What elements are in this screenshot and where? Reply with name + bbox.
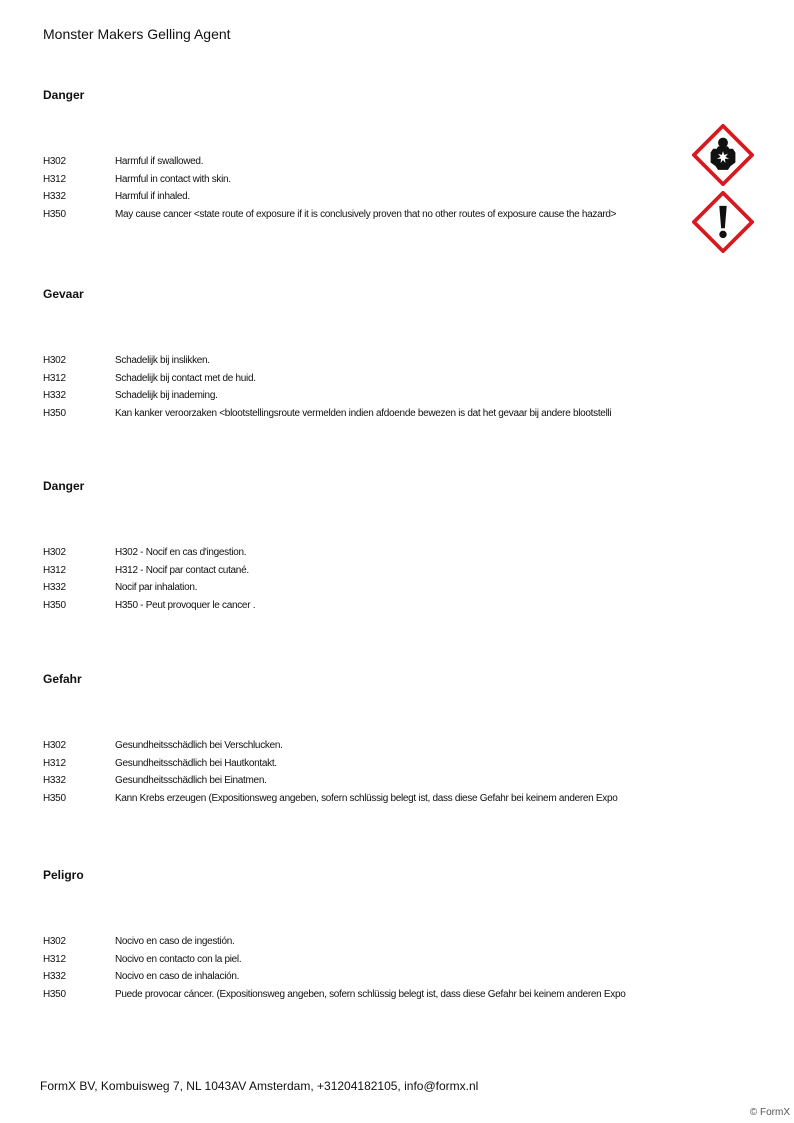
h-text: Gesundheitsschädlich bei Einatmen.	[115, 775, 267, 786]
ghs08-health-hazard-icon	[692, 124, 754, 186]
h-text: Kann Krebs erzeugen (Expositionsweg angeben, sofern schlüssig belegt ist, dass diese Gefahr bei keinem anderen Expo	[115, 792, 618, 804]
hazard-statements	[0, 740, 794, 810]
statement-row	[0, 408, 794, 426]
h-code: H332	[43, 582, 66, 593]
h-code: H312	[43, 173, 66, 185]
company-footer: FormX BV, Kombuisweg 7, NL 1043AV Amsterdam, +31204182105, info@formx.nl	[40, 1079, 479, 1093]
statement-row	[0, 390, 794, 408]
h-code: H302	[43, 547, 66, 558]
statement-row	[0, 954, 794, 972]
h-text: Harmful if inhaled.	[115, 191, 190, 202]
hazard-statements	[0, 936, 794, 1006]
statement-row	[0, 740, 794, 758]
h-code: H312	[43, 953, 66, 965]
h-text: Nocif par inhalation.	[115, 582, 198, 593]
statement-row	[0, 582, 794, 600]
statement-row	[0, 547, 794, 565]
h-text: H302 - Nocif en cas d'ingestion.	[115, 547, 247, 558]
statement-row	[0, 971, 794, 989]
statement-row	[0, 191, 794, 209]
h-code: H350	[43, 988, 66, 1000]
h-text: Gesundheitsschädlich bei Verschlucken.	[115, 740, 283, 751]
statement-row	[0, 209, 794, 227]
hazard-statements	[0, 355, 794, 425]
statement-row	[0, 174, 794, 192]
h-text: Nocivo en caso de ingestión.	[115, 936, 235, 947]
h-code: H302	[43, 936, 66, 947]
document-title: Monster Makers Gelling Agent	[43, 26, 231, 42]
h-code: H350	[43, 407, 66, 419]
ghs07-exclamation-icon	[692, 191, 754, 253]
h-text: Gesundheitsschädlich bei Hautkontakt.	[115, 757, 277, 769]
statement-row	[0, 565, 794, 583]
h-code: H312	[43, 564, 66, 576]
statement-row	[0, 373, 794, 391]
statement-row	[0, 775, 794, 793]
h-text: H350 - Peut provoquer le cancer .	[115, 599, 256, 611]
h-text: May cause cancer <state route of exposure if it is conclusively proven that no other routes of exposure cause the hazard>	[115, 208, 617, 220]
statement-row	[0, 156, 794, 174]
h-code: H302	[43, 355, 66, 366]
h-text: Schadelijk bij contact met de huid.	[115, 372, 256, 384]
statement-row	[0, 936, 794, 954]
signal-word: Gefahr	[43, 672, 82, 686]
h-text: Harmful in contact with skin.	[115, 173, 231, 185]
h-code: H312	[43, 372, 66, 384]
h-text: Nocivo en contacto con la piel.	[115, 953, 242, 965]
hazard-statements	[0, 547, 794, 617]
h-text: Harmful if swallowed.	[115, 156, 204, 167]
statement-row	[0, 355, 794, 373]
h-code: H332	[43, 191, 66, 202]
h-code: H302	[43, 740, 66, 751]
h-code: H350	[43, 208, 66, 220]
h-text: Kan kanker veroorzaken <blootstellingsroute vermelden indien afdoende bewezen is dat het gevaar bij andere blootstelli	[115, 407, 612, 419]
h-code: H350	[43, 792, 66, 804]
signal-word: Danger	[43, 479, 85, 493]
h-code: H332	[43, 390, 66, 401]
signal-word: Peligro	[43, 868, 84, 882]
h-code: H332	[43, 971, 66, 982]
ghs-pictograms	[692, 124, 754, 258]
h-code: H302	[43, 156, 66, 167]
h-code: H332	[43, 775, 66, 786]
h-text: Schadelijk bij inslikken.	[115, 355, 210, 366]
h-text: Puede provocar cáncer. (Expositionsweg angeben, sofern schlüssig belegt ist, dass diese Gefahr bei keinem anderen Expo	[115, 988, 626, 1000]
statement-row	[0, 989, 794, 1007]
statement-row	[0, 758, 794, 776]
statement-row	[0, 600, 794, 618]
h-text: H312 - Nocif par contact cutané.	[115, 564, 249, 576]
signal-word: Gevaar	[43, 287, 84, 301]
h-code: H350	[43, 599, 66, 611]
h-text: Schadelijk bij inademing.	[115, 390, 218, 401]
h-code: H312	[43, 757, 66, 769]
hazard-statements	[0, 156, 794, 226]
signal-word: Danger	[43, 88, 85, 102]
statement-row	[0, 793, 794, 811]
h-text: Nocivo en caso de inhalación.	[115, 971, 240, 982]
copyright-notice: © FormX	[749, 1107, 790, 1118]
